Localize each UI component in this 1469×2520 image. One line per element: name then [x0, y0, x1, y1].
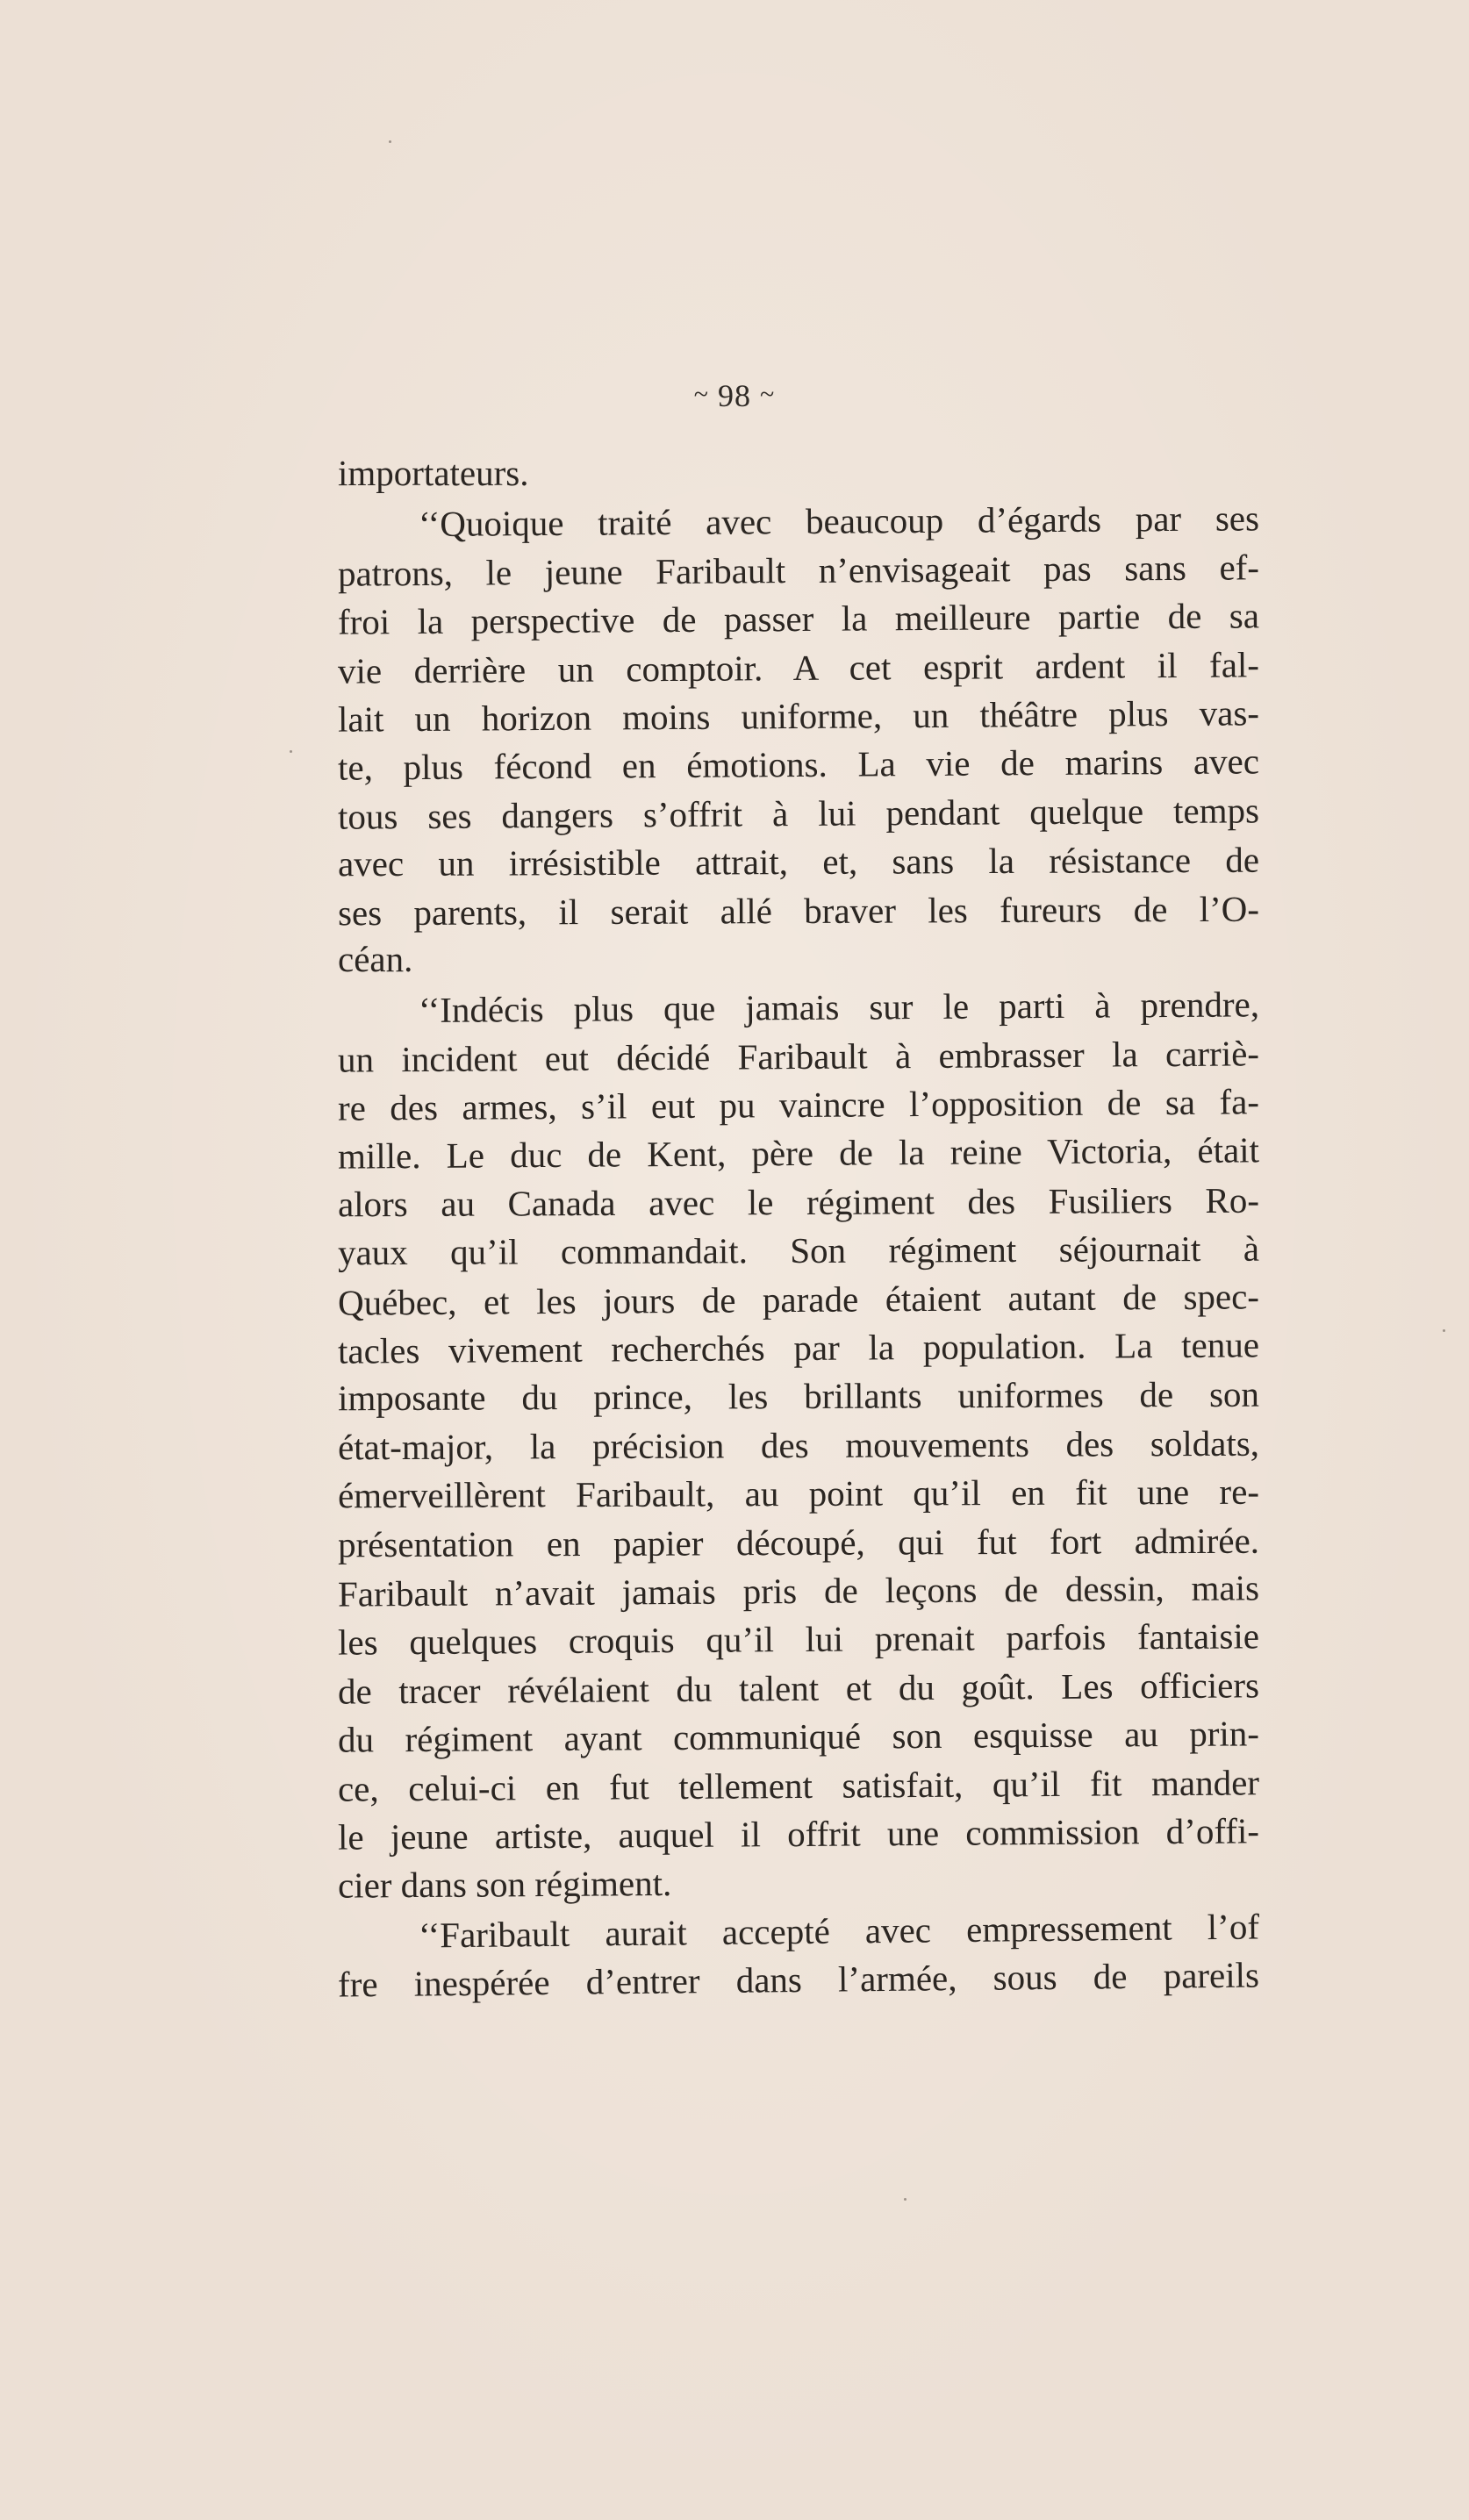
page-number: 98: [718, 378, 751, 413]
text-line: patrons, le jeune Faribault n’envisageait pas sans ef-: [337, 547, 1260, 594]
text-line: présentation en papier découpé, qui fut fort admirée.: [337, 1520, 1260, 1564]
text-line: te, plus fécond en émotions. La vie de marins avec: [337, 741, 1260, 789]
text-line: cier dans son régiment.: [337, 1863, 672, 1906]
text-line: Québec, et les jours de parade étaient autant de spec-: [337, 1275, 1260, 1323]
text-line: tous ses dangers s’offrit à lui pendant quelque temps: [337, 790, 1260, 837]
text-line: vie derrière un comptoir. A cet esprit ardent il fal-: [337, 643, 1260, 691]
text-line: ‘‘Quoique traité avec beaucoup d’égards par ses: [418, 498, 1260, 545]
text-line: de tracer révélaient du talent et du goût. Les officiers: [337, 1664, 1260, 1712]
text-line: ‘‘Faribault aurait accepté avec empressement l’of: [418, 1906, 1260, 1956]
text-line: avec un irrésistible attrait, et, sans la résistance de: [337, 839, 1260, 884]
ornament-left-icon: ~: [693, 380, 709, 409]
text-line: du régiment ayant communiqué son esquisse au prin-: [337, 1713, 1260, 1760]
text-line: fre inespérée d’entrer dans l’armée, sous de pareils: [337, 1954, 1260, 2005]
text-line: mille. Le duc de Kent, père de la reine Victoria, était: [337, 1129, 1260, 1178]
text-line: émerveillèrent Faribault, au point qu’il en fit une re-: [337, 1471, 1260, 1516]
text-line: yaux qu’il commandait. Son régiment séjournait à: [337, 1228, 1260, 1273]
body-text: [338, 449, 1259, 2005]
text-line: les quelques croquis qu’il lui prenait parfois fantaisie: [337, 1615, 1260, 1664]
paper-speck: [1443, 1329, 1445, 1332]
text-line: alors au Canada avec le régiment des Fusiliers Ro-: [337, 1179, 1260, 1225]
text-line: ses parents, il serait allé braver les fureurs de l’O-: [337, 888, 1260, 933]
text-line: imposante du prince, les brillants uniformes de son: [337, 1374, 1260, 1419]
text-line: état-major, la précision des mouvements des soldats,: [337, 1422, 1260, 1468]
text-line: le jeune artiste, auquel il offrit une commission d’offi-: [337, 1810, 1260, 1858]
text-line: céan.: [338, 938, 413, 979]
text-line: ‘‘Indécis plus que jamais sur le parti à prendre,: [418, 984, 1260, 1031]
text-line: ce, celui-ci en fut tellement satisfait, qu’il fit mander: [337, 1761, 1260, 1809]
paper-speck: [290, 750, 292, 753]
paper-speck: [389, 140, 391, 143]
paper-speck: [904, 2198, 906, 2201]
text-line: froi la perspective de passer la meilleure partie de sa: [337, 595, 1260, 642]
text-line: Faribault n’avait jamais pris de leçons de dessin, mais: [337, 1567, 1260, 1614]
page-header: [0, 377, 1469, 414]
text-line: re des armes, s’il eut pu vaincre l’opposition de sa fa-: [337, 1081, 1260, 1128]
text-line: importateurs.: [338, 453, 529, 493]
ornament-right-icon: ~: [760, 380, 776, 409]
text-line: lait un horizon moins uniforme, un théâtre plus vas-: [337, 692, 1260, 740]
text-line: un incident eut décidé Faribault à embrasser la carriè-: [337, 1033, 1260, 1080]
text-line: tacles vivement recherchés par la population. La tenue: [337, 1324, 1260, 1371]
